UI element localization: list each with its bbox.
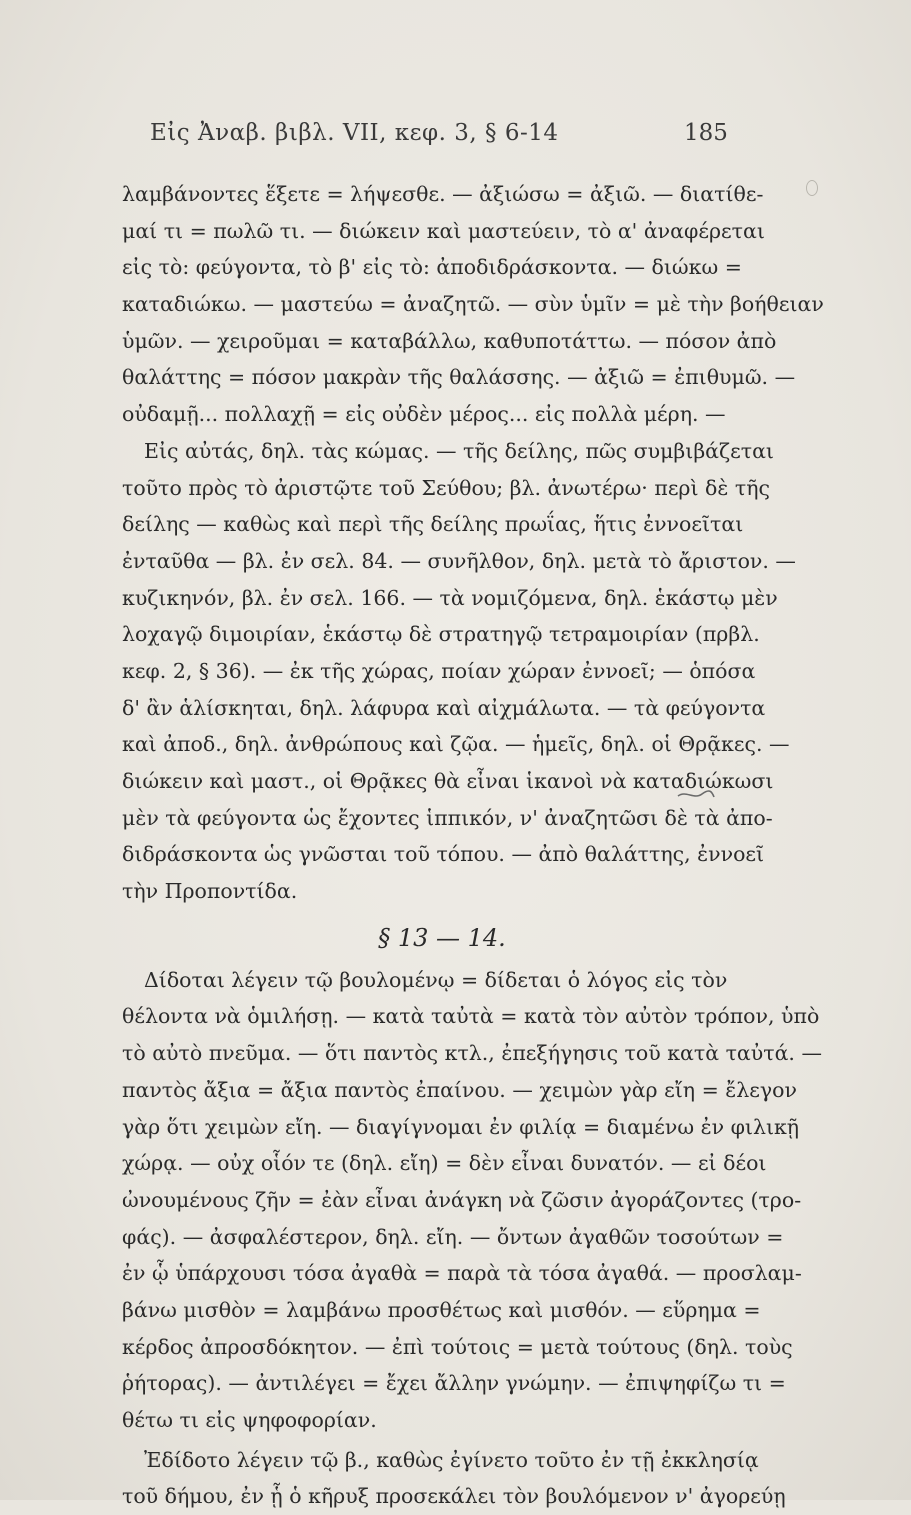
- text-line: διώκειν καὶ μαστ., οἱ Θρᾷκες θὰ εἶναι ἱκανοὶ νὰ καταδιώκωσι: [122, 769, 774, 793]
- text-line: καὶ ἀποδ., δηλ. ἀνθρώπους καὶ ζῷα. — ἡμεῖς, δηλ. οἱ Θρᾷκες. —: [122, 732, 790, 757]
- text-line: λοχαγῷ διμοιρίαν, ἑκάστῳ δὲ στρατηγῷ τετραμοιρίαν (πρβλ.: [122, 622, 760, 647]
- text-line: κεφ. 2, § 36). — ἐκ τῆς χώρας, ποίαν χώραν ἐννοεῖ; — ὁπόσα: [122, 658, 756, 683]
- text-line: θαλάττης = πόσον μακρὰν τῆς θαλάσσης. — ἀξιῶ = ἐπιθυμῶ. —: [122, 365, 796, 390]
- margin-mark: [806, 180, 818, 196]
- text-line: δ' ἂν ἁλίσκηται, δηλ. λάφυρα καὶ αἰχμάλωτα. — τὰ φεύγοντα: [122, 695, 766, 720]
- text-line: εἰς τὸ: φεύγοντα, τὸ β' εἰς τὸ: ἀποδιδράσκοντα. — διώκω =: [122, 255, 742, 280]
- pencil-mark-icon: [676, 788, 716, 802]
- text-line: μαί τι = πωλῶ τι. — διώκειν καὶ μαστεύειν, τὸ α' ἀναφέρεται: [122, 218, 765, 243]
- text-line: τὸ αὐτὸ πνεῦμα. — ὅτι παντὸς κτλ., ἐπεξήγησις τοῦ κατὰ ταὐτά. —: [122, 1041, 822, 1066]
- text-line: Δίδοται λέγειν τῷ βουλομένῳ = δίδεται ὁ λόγος εἰς τὸν: [144, 967, 728, 992]
- text-line: ὑμῶν. — χειροῦμαι = καταβάλλω, καθυποτάττω. — πόσον ἀπὸ: [122, 328, 777, 353]
- text-line: χώρᾳ. — οὐχ οἷόν τε (δηλ. εἴη) = δὲν εἶναι δυνατόν. — εἰ δέοι: [122, 1151, 767, 1176]
- text-line: παντὸς ἄξια = ἄξια παντὸς ἐπαίνου. — χειμὼν γὰρ εἴη = ἔλεγον: [122, 1077, 797, 1102]
- text-line: κέρδος ἀπροσδόκητον. — ἐπὶ τούτοις = μετὰ τούτους (δηλ. τοὺς: [122, 1334, 793, 1359]
- text-line: τοῦτο πρὸς τὸ ἀριστῷτε τοῦ Σεύθου; βλ. ἀνωτέρω· περὶ δὲ τῆς: [122, 475, 771, 500]
- text-line: τοῦ δήμου, ἐν ᾗ ὁ κῆρυξ προσεκάλει τὸν βουλόμενον ν' ἀγορεύῃ: [122, 1484, 786, 1509]
- text-line: λαμβάνοντες ἕξετε = λήψεσθε. — ἀξιώσω = ἀξιῶ. — διατίθε-: [122, 182, 764, 206]
- text-line: τὴν Προποντίδα.: [122, 879, 298, 904]
- running-head: Εἰς Ἀναβ. βιβλ. VII, κεφ. 3, § 6-14: [150, 120, 559, 146]
- text-line: ἐνταῦθα — βλ. ἐν σελ. 84. — συνῆλθον, δηλ. μετὰ τὸ ἄριστον. —: [122, 548, 796, 573]
- section-heading: § 13 — 14.: [378, 923, 506, 952]
- text-line: οὐδαμῇ... πολλαχῇ = εἰς οὐδὲν μέρος... εἰς πολλὰ μέρη. —: [122, 402, 726, 427]
- text-line: Εἰς αὐτάς, δηλ. τὰς κώμας. — τῆς δείλης, πῶς συμβιβάζεται: [144, 438, 774, 463]
- text-line: μὲν τὰ φεύγοντα ὡς ἔχοντες ἱππικόν, ν' ἀναζητῶσι δὲ τὰ ἀπο-: [122, 805, 773, 830]
- text-line: καταδιώκω. — μαστεύω = ἀναζητῶ. — σὺν ὑμῖν = μὲ τὴν βοήθειαν: [122, 292, 824, 317]
- page-number: 185: [684, 120, 728, 146]
- commentary-text: [122, 176, 824, 1515]
- text-line: θέτω τι εἰς ψηφοφορίαν.: [122, 1408, 377, 1432]
- text-line: ὠνουμένους ζῆν = ἐὰν εἶναι ἀνάγκη νὰ ζῶσιν ἀγοράζοντες (τρο-: [122, 1187, 802, 1212]
- text-line: κυζικηνόν, βλ. ἐν σελ. 166. — τὰ νομιζόμενα, δηλ. ἑκάστῳ μὲν: [122, 585, 778, 610]
- text-line: γὰρ ὅτι χειμὼν εἴη. — διαγίγνομαι ἐν φιλίᾳ = διαμένω ἐν φιλικῇ: [122, 1114, 800, 1139]
- text-line: φάς). — ἀσφαλέστερον, δηλ. εἴη. — ὄντων ἀγαθῶν τοσούτων =: [122, 1224, 784, 1249]
- text-line: δείλης — καθὼς καὶ περὶ τῆς δείλης πρωΐας, ἥτις ἐννοεῖται: [122, 512, 744, 537]
- text-line: ῥήτορας). — ἀντιλέγει = ἔχει ἄλλην γνώμην. — ἐπιψηφίζω τι =: [122, 1371, 786, 1396]
- text-line: Ἐδίδοτο λέγειν τῷ β., καθὼς ἐγίνετο τοῦτο ἐν τῇ ἐκκλησίᾳ: [144, 1447, 759, 1472]
- text-line: ἐν ᾧ ὑπάρχουσι τόσα ἀγαθὰ = παρὰ τὰ τόσα ἀγαθά. — προσλαμ-: [122, 1261, 802, 1286]
- text-line: βάνω μισθὸν = λαμβάνω προσθέτως καὶ μισθόν. — εὕρημα =: [122, 1297, 761, 1322]
- text-line: θέλοντα νὰ ὁμιλήσῃ. — κατὰ ταὐτὰ = κατὰ τὸν αὐτὸν τρόπον, ὑπὸ: [122, 1004, 820, 1029]
- text-line: διδράσκοντα ὡς γνῶσται τοῦ τόπου. — ἀπὸ θαλάττης, ἐννοεῖ: [122, 842, 765, 867]
